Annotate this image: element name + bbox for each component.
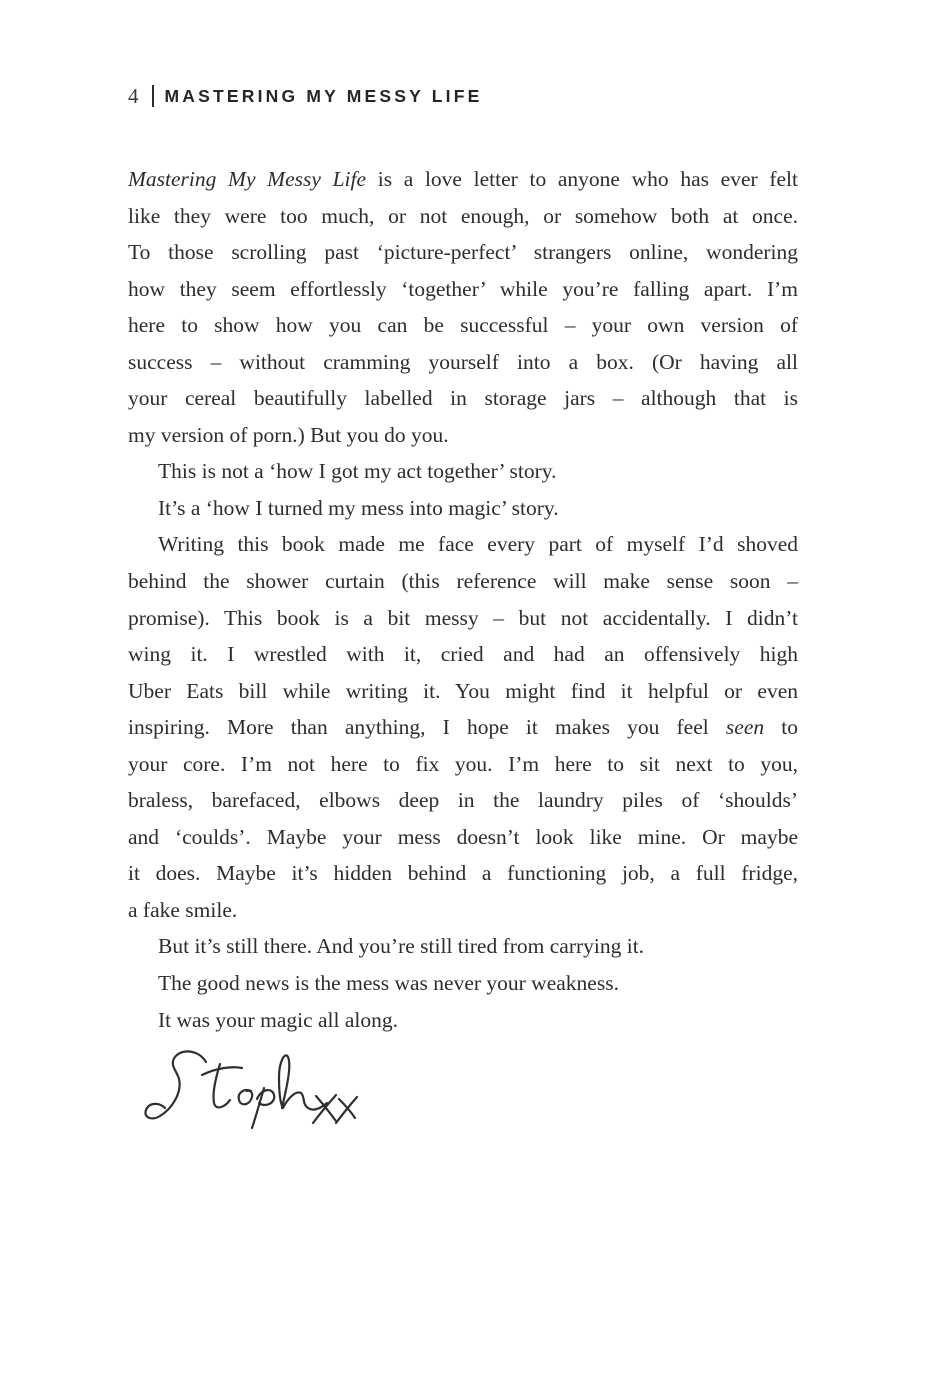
text-line: a fake smile. <box>128 897 238 922</box>
text-line: It was your magic all along. <box>158 1007 399 1032</box>
text-line: and ‘coulds’. Maybe your mess doesn’t look like mine. Or maybe <box>128 824 798 849</box>
paragraph <box>128 453 798 490</box>
text-line: here to show how you can be successful – your own version of <box>128 313 798 338</box>
text-line: inspiring. More than anything, I hope it makes you feel seen to <box>128 715 798 740</box>
paragraph <box>128 490 798 527</box>
text-line: braless, barefaced, elbows deep in the laundry piles of ‘shoulds’ <box>128 788 798 813</box>
text-line: like they were too much, or not enough, or somehow both at once. <box>128 203 798 228</box>
paragraph <box>128 928 798 965</box>
body-text <box>128 161 798 1038</box>
page-number: 4 <box>128 83 139 108</box>
paragraph <box>128 526 798 928</box>
text-line: your core. I’m not here to fix you. I’m here to sit next to you, <box>128 751 798 776</box>
signature-block <box>140 1046 372 1138</box>
text-line: But it’s still there. And you’re still tired from carrying it. <box>158 934 645 959</box>
text-line: your cereal beautifully labelled in storage jars – although that is <box>128 386 798 411</box>
text-line: it does. Maybe it’s hidden behind a functioning job, a full fridge, <box>128 861 798 886</box>
text-line: This is not a ‘how I got my act together’ story. <box>158 459 557 484</box>
header-separator <box>152 85 154 107</box>
text-line: behind the shower curtain (this reference will make sense soon – <box>128 569 798 594</box>
paragraph <box>128 161 798 453</box>
paragraph <box>128 1002 798 1039</box>
running-title: MASTERING MY MESSY LIFE <box>164 85 483 106</box>
text-line: It’s a ‘how I turned my mess into magic’ story. <box>158 495 559 520</box>
text-line: my version of porn.) But you do you. <box>128 422 449 447</box>
text-line: wing it. I wrestled with it, cried and had an offensively high <box>128 642 798 667</box>
page-header <box>128 84 798 108</box>
text-line: The good news is the mess was never your weakness. <box>158 971 619 996</box>
text-line: Mastering My Messy Life is a love letter to anyone who has ever felt <box>128 167 798 191</box>
text-line: To those scrolling past ‘picture-perfect’ strangers online, wondering <box>128 240 798 265</box>
paragraph <box>128 965 798 1002</box>
signature-handwriting-icon <box>140 1046 372 1138</box>
text-line: Uber Eats bill while writing it. You might find it helpful or even <box>128 678 798 703</box>
text-line: promise). This book is a bit messy – but not accidentally. I didn’t <box>128 605 798 630</box>
text-line: success – without cramming yourself into a box. (Or having all <box>128 349 798 374</box>
page-content <box>128 84 798 1138</box>
text-line: how they seem effortlessly ‘together’ while you’re falling apart. I’m <box>128 276 798 301</box>
text-line: Writing this book made me face every part of myself I’d shoved <box>158 532 798 557</box>
